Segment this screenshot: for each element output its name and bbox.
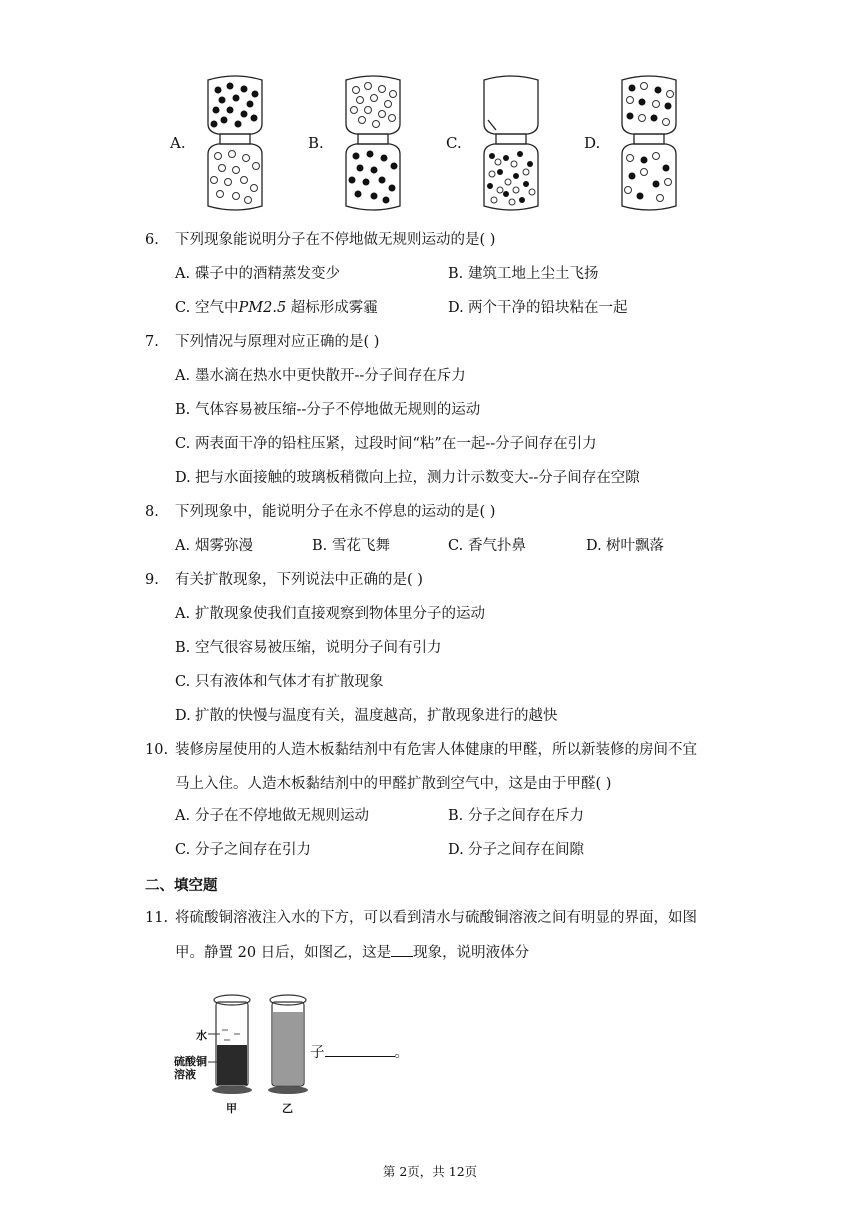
question-number: 9. [145,572,159,588]
option-8c[interactable]: C. 香气扑鼻 [448,538,526,554]
option-8b[interactable]: B. 雪花飞舞 [312,538,390,554]
section-title-fill-in: 二、填空题 [145,877,218,894]
option-7c[interactable]: C. 两表面干净的铅柱压紧，过段时间“粘”在一起--分子间存在引力 [175,436,597,452]
jar-b-illustration [338,72,408,217]
option-6b[interactable]: B. 建筑工地上尘土飞扬 [448,266,599,282]
jar-a-illustration [200,72,270,217]
option-7d[interactable]: D. 把与水面接触的玻璃板稍微向上拉，测力计示数变大--分子间存在空隙 [175,470,640,486]
question-6 [145,230,495,250]
option-10a[interactable]: A. 分子在不停地做无规则运动 [175,808,369,824]
question-8 [145,502,495,522]
figure-label-b: B. [308,134,324,152]
option-9c[interactable]: C. 只有液体和气体才有扩散现象 [175,674,384,690]
question-number: 7. [145,334,159,350]
option-7a[interactable]: A. 墨水滴在热水中更快散开--分子间存在斥力 [175,368,466,384]
label-water: 水 [196,1029,207,1042]
option-10c[interactable]: C. 分子之间存在引力 [175,842,311,858]
question-10-line2: 马上入住。人造木板黏结剂中的甲醛扩散到空气中，这是由于甲醛( ) [175,776,612,792]
option-6a[interactable]: A. 碟子中的酒精蒸发变少 [175,266,340,282]
option-10d[interactable]: D. 分子之间存在间隙 [448,842,584,858]
question-text: 下列情况与原理对应正确的是( ) [175,334,380,350]
option-9b[interactable]: B. 空气很容易被压缩，说明分子间有引力 [175,640,442,656]
answer-blank-1[interactable] [391,942,413,957]
diffusion-jars-figure [170,72,730,217]
option-10b[interactable]: B. 分子之间存在斥力 [448,808,584,824]
figure-label-a: A. [170,134,186,152]
question-10 [145,740,697,760]
question-text: 下列现象中，能说明分子在永不停息的运动的是( ) [175,504,496,520]
option-6d[interactable]: D. 两个干净的铅块粘在一起 [448,300,628,316]
question-text: 将硫酸铜溶液注入水的下方，可以看到清水与硫酸铜溶液之间有明显的界面，如图 [175,910,697,926]
page-footer: 第 2页，共 12页 [382,1164,478,1179]
option-8d[interactable]: D. 树叶飘落 [586,538,664,554]
question-11 [145,908,697,928]
question-9 [145,570,423,590]
question-number: 8. [145,504,159,520]
question-11-line2: 甲。静置 20 日后，如图乙，这是 现象，说明液体分 [175,942,529,963]
option-7b[interactable]: B. 气体容易被压缩--分子不停地做无规则的运动 [175,402,481,418]
option-9d[interactable]: D. 扩散的快慢与温度有关，温度越高，扩散现象进行的越快 [175,708,558,724]
label-copper-sulfate: 硫酸铜 溶液 [174,1055,207,1081]
copper-sulfate-layer [217,1045,247,1085]
question-number: 6. [145,232,159,248]
label-yi: 乙 [282,1102,293,1115]
label-jia: 甲 [226,1102,237,1115]
jar-c-illustration [476,72,546,217]
question-11-line3: 子 。 [310,1042,409,1063]
question-number: 11. [145,910,169,926]
figure-label-c: C. [446,134,462,152]
question-number: 10. [145,742,169,758]
question-text: 有关扩散现象，下列说法中正确的是( ) [175,572,423,588]
mixed-solution-layer [273,1012,303,1085]
option-8a[interactable]: A. 烟雾弥漫 [175,538,253,554]
answer-blank-2[interactable] [325,1042,395,1057]
option-6c[interactable]: C. 空气中PM2.5 超标形成雾霾 [175,300,378,316]
question-text: 下列现象能说明分子在不停地做无规则运动的是( ) [175,232,496,248]
jar-d-illustration [614,72,684,217]
question-7 [145,332,379,352]
question-text: 装修房屋使用的人造木板黏结剂中有危害人体健康的甲醛，所以新装修的房间不宜 [175,742,697,758]
option-9a[interactable]: A. 扩散现象使我们直接观察到物体里分子的运动 [175,606,485,622]
figure-label-d: D. [584,134,601,152]
